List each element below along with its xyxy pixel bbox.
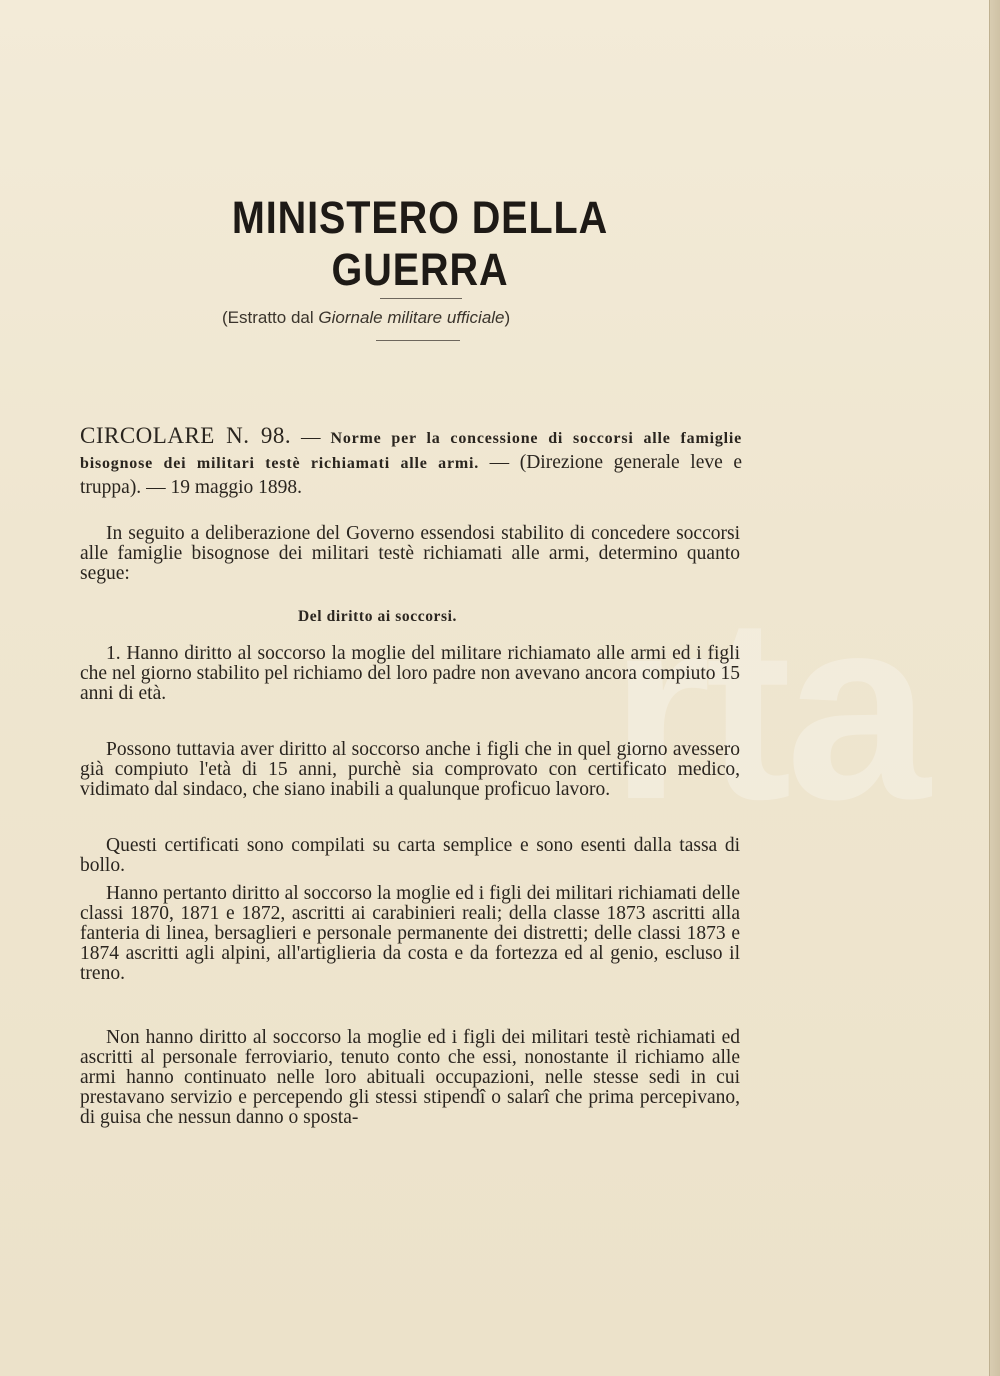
section-title: Del diritto ai soccorsi.	[298, 608, 458, 625]
circular-number: CIRCOLARE N. 98.	[80, 423, 292, 448]
paragraph-2: Possono tuttavia aver diritto al soccorso anche i figli che in quel giorno avessero già compiuto l'età di 15 anni, purchè sia comprovato con certificato medico, vidimato dal sindaco, che siano inabili a qualunque proficuo lavoro.	[80, 739, 740, 800]
source-prefix: (Estratto dal	[222, 308, 319, 327]
paragraph-5: Non hanno diritto al soccorso la moglie ed i figli dei militari testè richiamati ed ascritti al personale ferroviario, tenuto conto che essi, nonostante il richiamo alle armi hanno continuato nelle loro abituali occupazioni, nelle stesse sedi in cui prestavano servizio e percependo gli stessi stipendî o salarî che prima percepivano, di guisa che nessun danno o sposta-	[80, 1027, 740, 1128]
circular-subject: Norme per la concessione di soccorsi alle famiglie bisognose dei militari testè richiamati alle armi.	[80, 430, 743, 472]
source-note	[222, 308, 510, 328]
circular-dash: —	[291, 427, 331, 448]
divider-bottom	[376, 340, 460, 341]
circular-date: — 19 maggio 1898.	[141, 477, 303, 498]
source-journal: Giornale militare ufficiale	[318, 308, 505, 327]
intro-paragraph: In seguito a deliberazione del Governo essendosi stabilito di concedere soccorsi alle famiglie bisognose dei militari testè richiamati alle armi, determino quanto segue:	[80, 523, 740, 584]
watermark: rta	[610, 564, 925, 854]
page-edge	[989, 0, 1000, 1376]
paragraph-4: Hanno pertanto diritto al soccorso la moglie ed i figli dei militari richiamati delle classi 1870, 1871 e 1872, ascritti ai carabinieri reali; della classe 1873 ascritti alla fanteria di linea, bersaglieri e personale permanente dei distretti; delle classi 1873 e 1874 ascritti agli alpini, all'artiglieria da costa e da fortezza ed al genio, escluso il treno.	[80, 883, 740, 984]
divider-top	[380, 298, 462, 299]
paragraph-3: Questi certificati sono compilati su carta semplice e sono esenti dalla tassa di bollo.	[80, 835, 740, 876]
source-suffix: )	[504, 308, 511, 327]
circular-issuer: — (Direzione generale leve e truppa).	[80, 452, 742, 498]
paragraph-1: 1. Hanno diritto al soccorso la moglie del militare richiamato alle armi ed i figli che nel giorno stabilito pel richiamo del loro padre non avevano ancora compiuto 15 anni di età.	[80, 643, 740, 704]
circular-heading	[80, 424, 742, 500]
document-title: MINISTERO DELLA GUERRA	[231, 192, 609, 295]
